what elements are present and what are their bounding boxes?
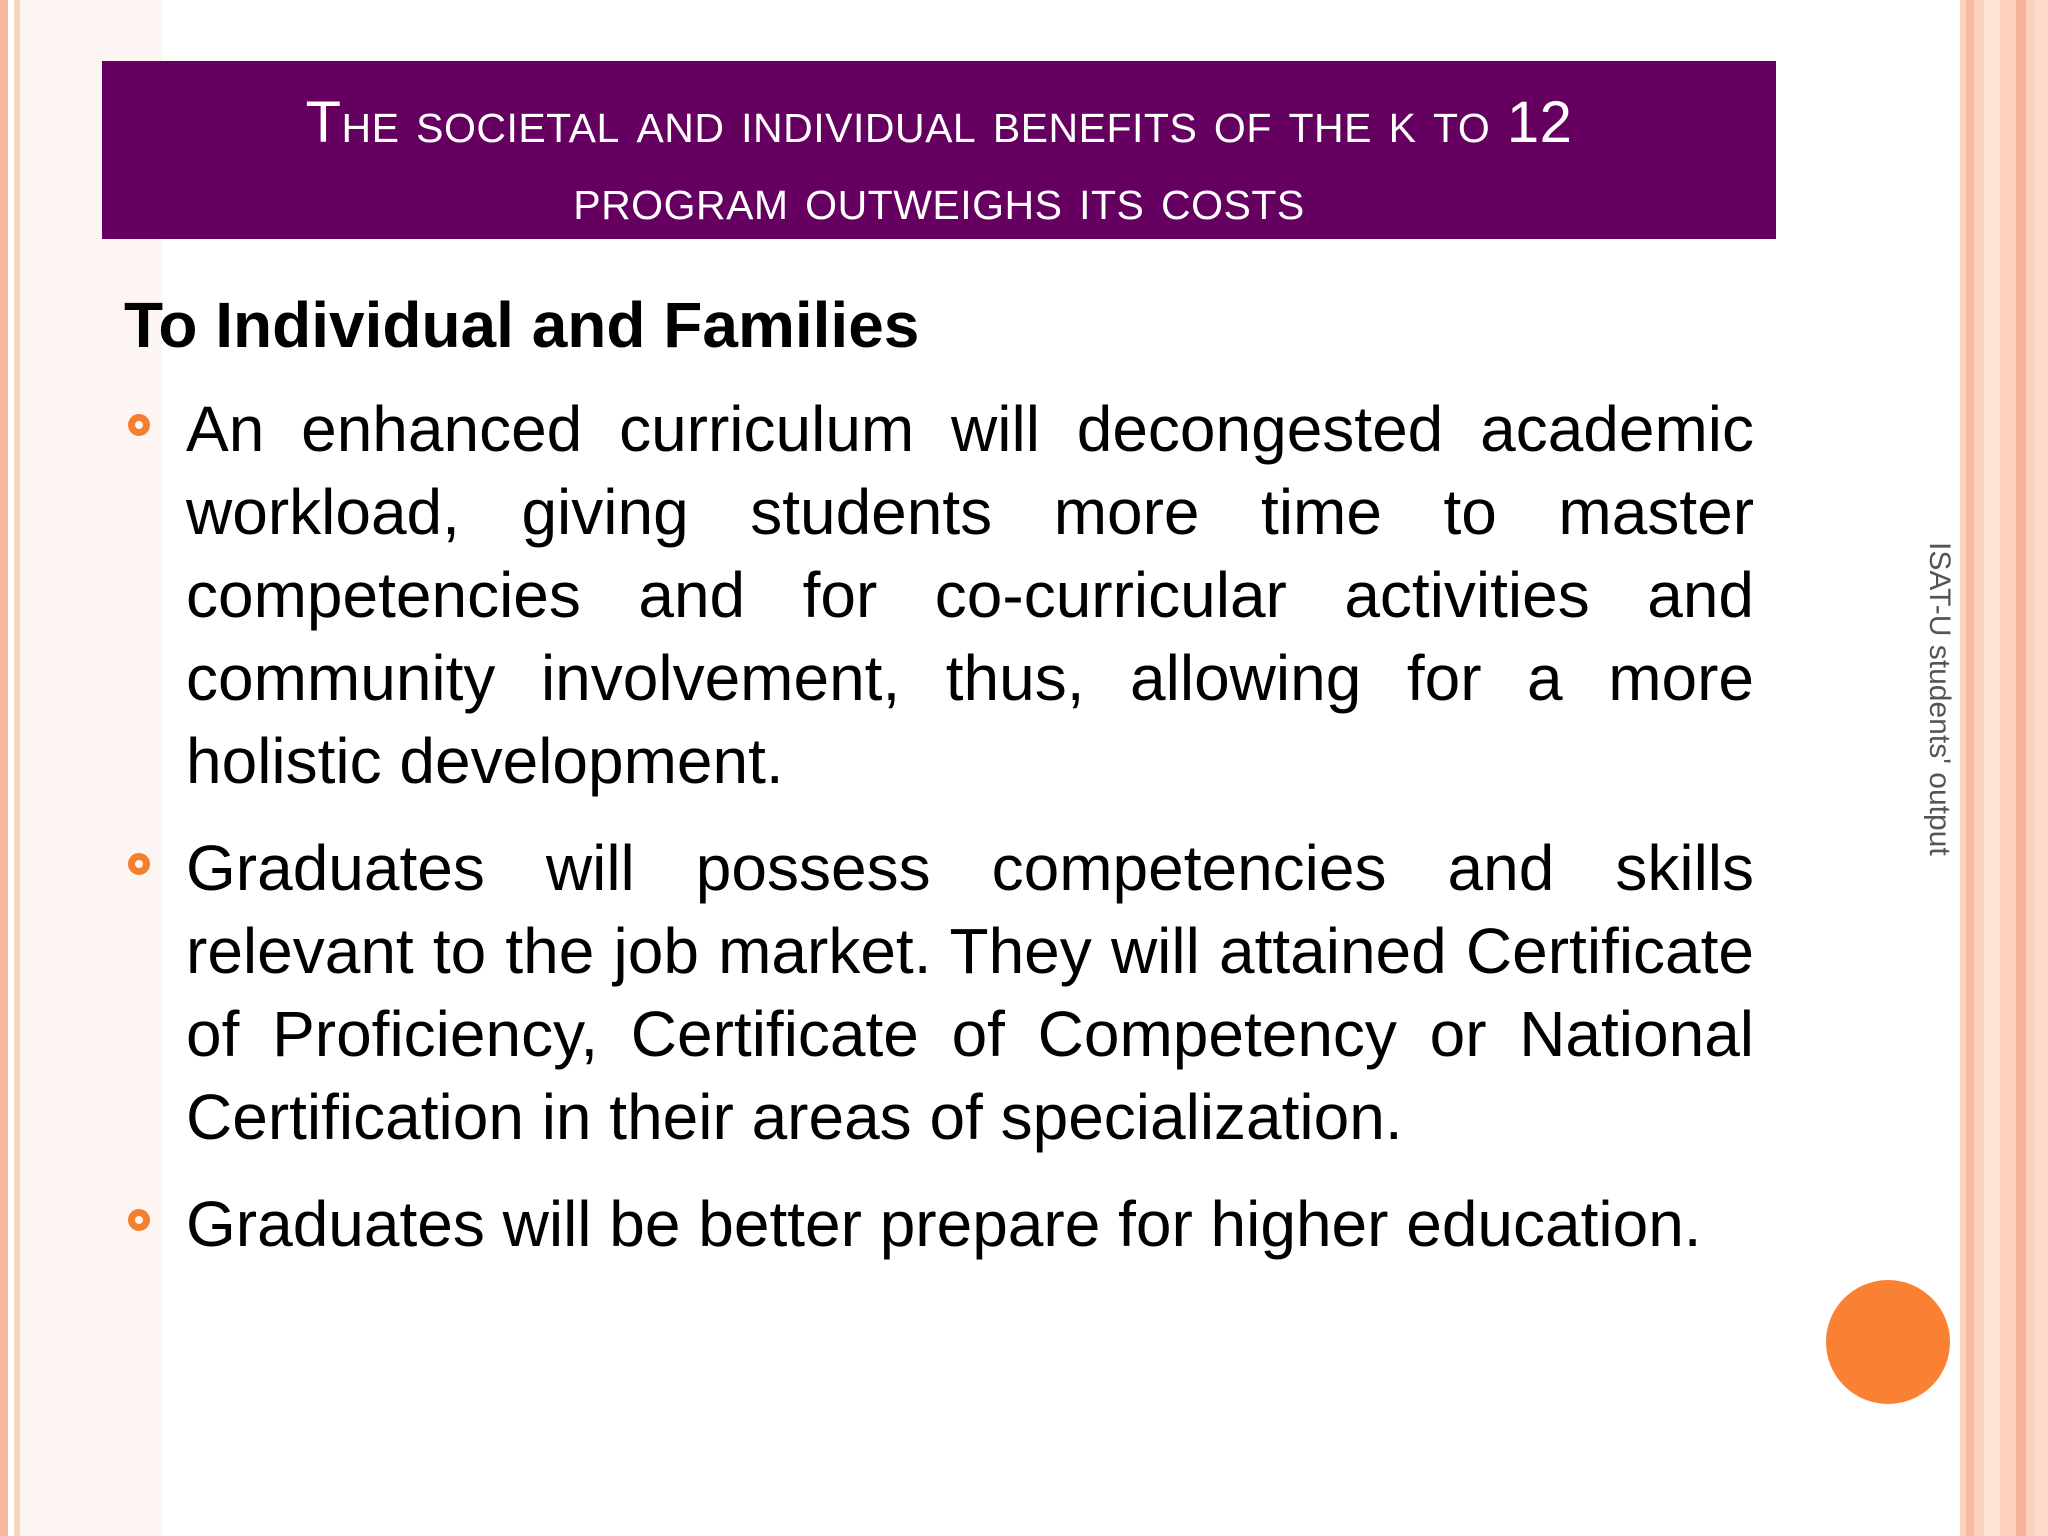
right-border-stripe (1984, 0, 2000, 1536)
right-border-stripe (1966, 0, 1974, 1536)
right-border-stripe (2016, 0, 2026, 1536)
bullet-list (124, 388, 1754, 1290)
slide-title-line-2: program outweighs its costs (573, 166, 1305, 232)
bullet-text: Graduates will possess competencies and skills relevant to the job market. They will attained Certificate of Proficiency, Certificate of Competency or National Certification in their areas of specialization. (186, 832, 1754, 1153)
slide-title-line-1: The societal and individual benefits of the k to 12 (305, 90, 1573, 155)
side-caption: ISAT-U students' output (1923, 542, 1956, 856)
bullet-item (124, 1183, 1754, 1266)
hollow-circle-bullet-icon (128, 853, 150, 875)
bullet-text: An enhanced curriculum will decongested academic workload, giving students more time to master competencies and for co-curricular activities and community involvement, thus, allowing for a more holistic development. (186, 393, 1754, 797)
hollow-circle-bullet-icon (128, 1209, 150, 1231)
decorative-orange-circle (1826, 1280, 1950, 1404)
section-heading: To Individual and Families (124, 289, 920, 361)
left-border-stripe (0, 0, 8, 1536)
title-banner (102, 61, 1776, 239)
hollow-circle-bullet-icon (128, 414, 150, 436)
right-border-stripe (2034, 0, 2048, 1536)
bullet-item (124, 827, 1754, 1159)
bullet-item (124, 388, 1754, 803)
bullet-text: Graduates will be better prepare for higher education. (186, 1188, 1702, 1260)
